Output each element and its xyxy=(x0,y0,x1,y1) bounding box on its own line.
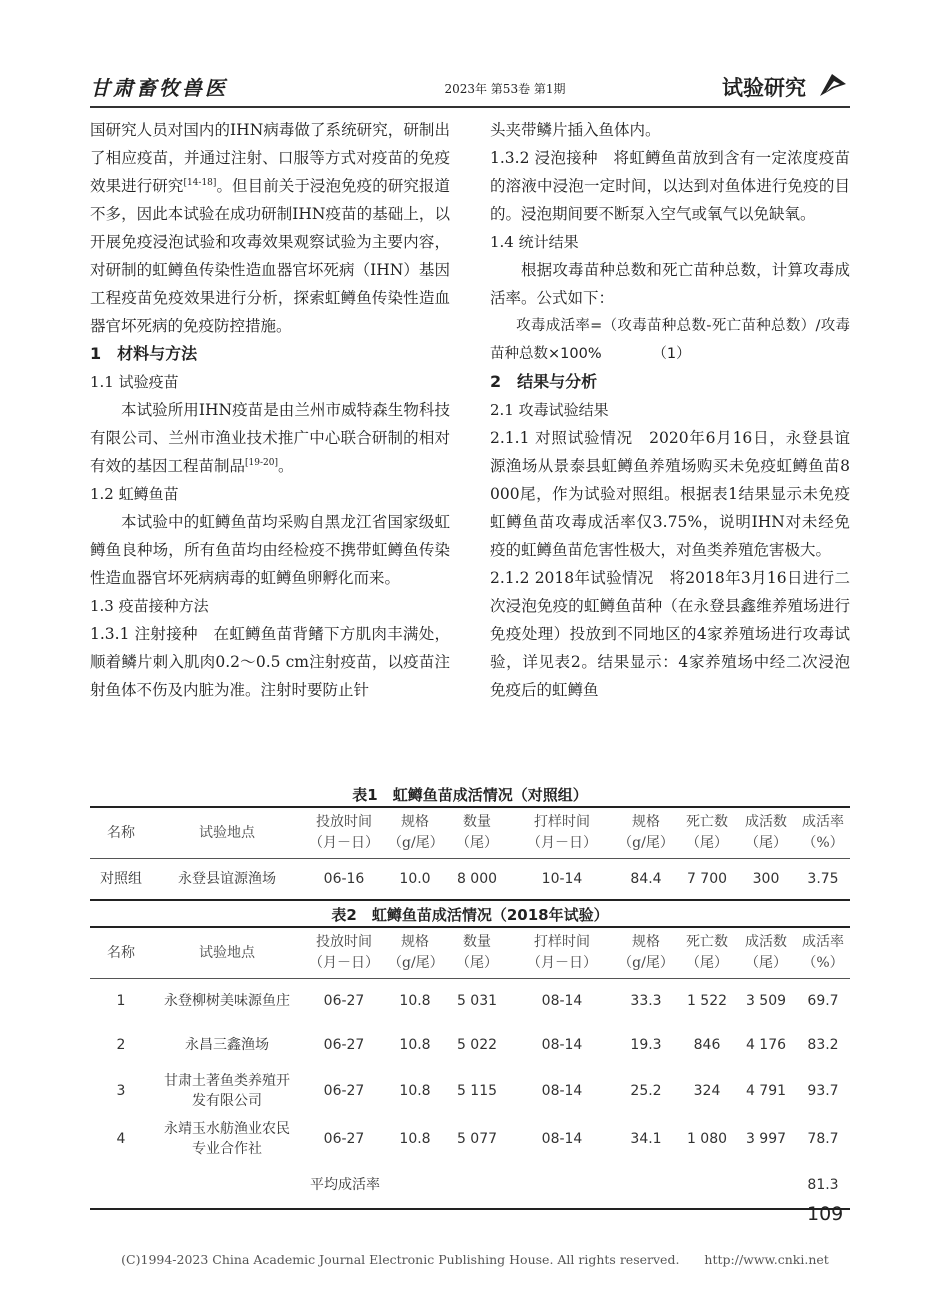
right-column xyxy=(490,116,850,704)
citation: [14-18] xyxy=(183,177,217,188)
table-row: 对照组 永登县谊源渔场 06-16 10.0 8 000 10-14 84.4 7 700 300 3.75 xyxy=(100,871,839,887)
page-number: 109 xyxy=(807,1203,844,1225)
section-title: 试验研究 xyxy=(722,76,806,100)
table-row: 1 永登柳树美味源鱼庄 06-27 10.8 5 031 08-14 33.3 1 522 3 509 69.7 xyxy=(116,992,839,1009)
issue-info: 2023年 第53卷 第1期 xyxy=(444,82,566,96)
heading-inoculation: 1.3 疫苗接种方法 xyxy=(90,597,209,615)
col-dead: 死亡数 （尾） xyxy=(686,934,728,971)
col-qty: 数量 （尾） xyxy=(456,814,498,851)
paragraph: 2.1.2 2018年试验情况 将2018年3月16日进行二次浸泡免疫的虹鳟鱼苗种（在永登县鑫维养殖场进行免疫处理）投放到不同地区的4家养殖场进行攻毒试验，详见表2。结果显示：4家养殖场中经二次浸泡免疫后的虹鳟鱼 xyxy=(490,569,850,699)
col-name: 名称 xyxy=(107,824,135,841)
col-rate: 成活率 （%） xyxy=(802,814,844,851)
table-average-row: 平均成活率 81.3 xyxy=(310,1177,839,1193)
col-release: 投放时间 （月－日） xyxy=(309,814,379,851)
copyright-footer: (C)1994-2023 China Academic Journal Electronic Publishing House. All rights reserved. http://www.cnki.net xyxy=(121,1252,829,1267)
col-spec2: 规格 （g/尾） xyxy=(618,814,674,851)
table-row: 2 永昌三鑫渔场 06-27 10.8 5 022 08-14 19.3 846 4 176 83.2 xyxy=(116,1036,839,1053)
paragraph: 2.1.1 对照试验情况 2020年6月16日，永登县谊源渔场从景泰县虹鳟鱼养殖场购买未免疫虹鳟鱼苗8 000尾，作为试验对照组。根据表1结果显示未免疫虹鳟鱼苗攻毒成活率仅3.75%，说明IHN对未经免疫的虹鳟鱼苗危害性极大，对鱼类养殖危害极大。 xyxy=(490,429,850,559)
journal-title: 甘肃畜牧兽医 xyxy=(90,76,228,100)
paragraph: 本试验中的虹鳟鱼苗均采购自黑龙江省国家级虹鳟鱼良种场，所有鱼苗均由经检疫不携带虹鳟鱼传染性造血器官坏死病病毒的虹鳟鱼卵孵化而来。 xyxy=(90,513,450,587)
col-rate: 成活率 （%） xyxy=(802,934,844,971)
heading-vaccine: 1.1 试验疫苗 xyxy=(90,373,179,391)
table-header-row xyxy=(90,927,850,979)
paragraph: 1.3.2 浸泡接种 将虹鳟鱼苗放到含有一定浓度疫苗的溶液中浸泡一定时间，以达到对鱼体进行免疫的目的。浸泡期间要不断泵入空气或氧气以免缺氧。 xyxy=(490,149,850,223)
col-spec: 规格 （g/尾） xyxy=(388,934,444,971)
page-header xyxy=(90,70,850,106)
formula: 攻毒成活率=（攻毒苗种总数-死亡苗种总数）/攻毒苗种总数×100% （1） xyxy=(490,318,850,362)
col-alive: 成活数 （尾） xyxy=(745,934,787,971)
heading-statistics: 1.4 统计结果 xyxy=(490,233,579,251)
col-sample: 打样时间 （月－日） xyxy=(527,814,597,851)
citation: [19-20] xyxy=(245,457,278,468)
table1 xyxy=(90,806,850,901)
col-sample: 打样时间 （月－日） xyxy=(527,934,597,971)
table2 xyxy=(90,926,850,1210)
heading-materials-methods: 1 材料与方法 xyxy=(90,344,198,363)
paragraph: 头夹带鳞片插入鱼体内。 xyxy=(490,121,661,139)
table-header-row xyxy=(90,807,850,859)
col-qty: 数量 （尾） xyxy=(456,934,498,971)
heading-results: 2 结果与分析 xyxy=(490,372,598,391)
paragraph: 国研究人员对国内的IHN病毒做了系统研究，研制出了相应疫苗，并通过注射、口服等方式对疫苗的免疫效果进行研究[14-18]。但目前关于浸泡免疫的研究报道不多，因此本试验在成功研制IHN疫苗的基础上，以开展免疫浸泡试验和攻毒效果观察试验为主要内容，对研制的虹鳟鱼传染性造血器官坏死病（IHN）基因工程疫苗免疫效果进行分析，探索虹鳟鱼传染性造血器官坏死病的免疫防控措施。 xyxy=(90,121,450,335)
col-alive: 成活数 （尾） xyxy=(745,814,787,851)
col-dead: 死亡数 （尾） xyxy=(686,814,728,851)
col-spec: 规格 （g/尾） xyxy=(388,814,444,851)
table1-caption: 表1 虹鳟鱼苗成活情况（对照组） xyxy=(352,786,588,804)
heading-fry: 1.2 虹鳟鱼苗 xyxy=(90,485,179,503)
table2-caption: 表2 虹鳟鱼苗成活情况（2018年试验） xyxy=(331,906,609,924)
paragraph: 本试验所用IHN疫苗是由兰州市威特森生物科技有限公司、兰州市渔业技术推广中心联合研制的相对有效的基因工程苗制品[19-20]。 xyxy=(90,401,450,475)
col-spec2: 规格 （g/尾） xyxy=(618,934,674,971)
paragraph: 根据攻毒苗种总数和死亡苗种总数，计算攻毒成活率。公式如下： xyxy=(490,261,850,307)
journal-logo-icon xyxy=(816,70,850,100)
header-rule xyxy=(90,106,850,108)
heading-challenge: 2.1 攻毒试验结果 xyxy=(490,401,609,419)
table-row: 4 永靖玉水舫渔业农民 专业合作社 06-27 10.8 5 077 08-14 34.1 1 080 3 997 78.7 xyxy=(116,1120,839,1157)
col-name: 名称 xyxy=(107,944,135,961)
col-site: 试验地点 xyxy=(199,824,255,841)
table-row: 3 甘肃土著鱼类养殖开 发有限公司 06-27 10.8 5 115 08-14 25.2 324 4 791 93.7 xyxy=(116,1072,839,1109)
paragraph: 1.3.1 注射接种 在虹鳟鱼苗背鳍下方肌肉丰满处，顺着鳞片刺入肌肉0.2～0.5 cm注射疫苗，以疫苗注射鱼体不伤及内脏为准。注射时要防止针 xyxy=(90,625,450,699)
col-site: 试验地点 xyxy=(199,944,255,961)
col-release: 投放时间 （月－日） xyxy=(309,934,379,971)
left-column xyxy=(90,116,450,704)
